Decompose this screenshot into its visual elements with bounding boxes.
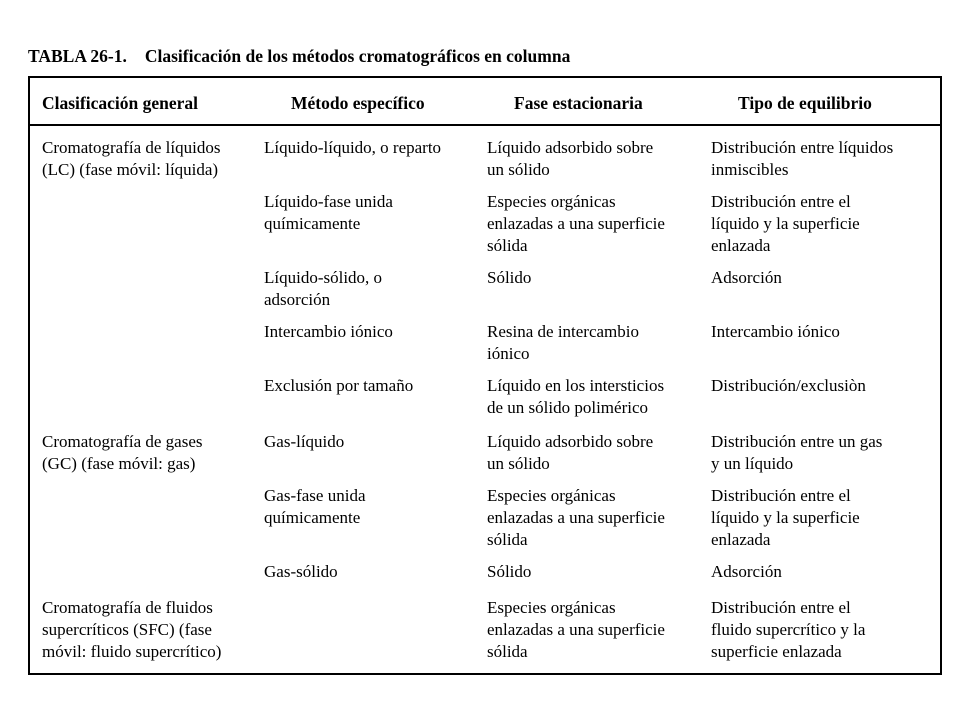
cell-tipo-de-equilibrio (711, 431, 882, 475)
cell-line: Cromatografía de líquidos (42, 138, 221, 157)
cell-tipo-de-equilibrio (711, 375, 866, 397)
cell-line: Especies orgánicas (487, 486, 616, 505)
cell-metodo-especifico (264, 191, 393, 235)
header-tipo-de-equilibrio: Tipo de equilibrio (738, 93, 872, 113)
cell-line: Adsorción (711, 562, 782, 581)
header-divider (30, 124, 940, 126)
cell-line: Gas-sólido (264, 562, 338, 581)
cell-fase-estacionaria (487, 561, 531, 583)
cell-line: móvil: fluido supercrítico) (42, 642, 222, 661)
cell-tipo-de-equilibrio (711, 267, 782, 289)
cell-line: Sólido (487, 268, 532, 287)
cell-line: Líquido-fase unida (264, 192, 393, 211)
cell-line: Líquido-sólido, o (264, 268, 383, 287)
cell-line: sólida (487, 530, 528, 549)
cell-line: Adsorción (711, 268, 782, 287)
cell-clasificacion-general (42, 597, 221, 663)
cell-line: químicamente (264, 508, 361, 527)
cell-metodo-especifico (264, 561, 338, 583)
cell-line: enlazada (711, 530, 771, 549)
cell-metodo-especifico (264, 267, 382, 311)
header-clasificacion-general: Clasificación general (42, 93, 199, 113)
cell-tipo-de-equilibrio (711, 597, 865, 663)
cell-line: adsorción (264, 290, 331, 309)
cell-line: Distribución/exclusiòn (711, 376, 866, 395)
table-title: Clasificación de los métodos cromatográficos en columna (144, 46, 571, 66)
cell-line: enlazadas a una superficie (487, 214, 665, 233)
cell-metodo-especifico (264, 431, 344, 453)
cell-fase-estacionaria (487, 267, 531, 289)
cell-line: iónico (487, 344, 530, 363)
cell-line: Especies orgánicas (487, 598, 616, 617)
cell-line: líquido y la superficie (711, 508, 860, 527)
table-caption (28, 46, 570, 67)
cell-metodo-especifico (264, 375, 413, 397)
cell-tipo-de-equilibrio (711, 321, 840, 343)
cell-fase-estacionaria (487, 191, 665, 257)
cell-clasificacion-general (42, 431, 203, 475)
cell-line: sólida (487, 236, 528, 255)
cell-fase-estacionaria (487, 485, 665, 551)
cell-line: Líquido adsorbido sobre (487, 138, 654, 157)
cell-fase-estacionaria (487, 137, 653, 181)
cell-line: (LC) (fase móvil: líquida) (42, 160, 219, 179)
header-fase-estacionaria: Fase estacionaria (514, 93, 643, 113)
cell-line: químicamente (264, 214, 361, 233)
cell-line: Intercambio iónico (711, 322, 840, 341)
cell-tipo-de-equilibrio (711, 191, 860, 257)
cell-line: Líquido adsorbido sobre (487, 432, 654, 451)
cell-line: Exclusión por tamaño (264, 376, 414, 395)
cell-line: Gas-líquido (264, 432, 345, 451)
cell-line: Líquido en los intersticios (487, 376, 665, 395)
cell-line: un sólido (487, 160, 550, 179)
table-number: TABLA 26-1. (28, 46, 127, 66)
cell-fase-estacionaria (487, 597, 665, 663)
cell-line: Cromatografía de fluidos (42, 598, 213, 617)
cell-line: y un líquido (711, 454, 794, 473)
cell-line: un sólido (487, 454, 550, 473)
cell-tipo-de-equilibrio (711, 137, 893, 181)
cell-line: Distribución entre líquidos (711, 138, 894, 157)
cell-line: Distribución entre el (711, 598, 851, 617)
cell-clasificacion-general (42, 137, 220, 181)
cell-line: (GC) (fase móvil: gas) (42, 454, 196, 473)
cell-line: enlazadas a una superficie (487, 620, 665, 639)
cell-line: enlazada (711, 236, 771, 255)
cell-metodo-especifico (264, 321, 393, 343)
cell-line: inmiscibles (711, 160, 789, 179)
cell-line: superficie enlazada (711, 642, 842, 661)
cell-metodo-especifico (264, 485, 366, 529)
cell-line: Líquido-líquido, o reparto (264, 138, 442, 157)
cell-line: sólida (487, 642, 528, 661)
cell-fase-estacionaria (487, 431, 653, 475)
cell-line: supercríticos (SFC) (fase (42, 620, 212, 639)
cell-line: Sólido (487, 562, 532, 581)
cell-line: Cromatografía de gases (42, 432, 203, 451)
cell-line: Resina de intercambio (487, 322, 640, 341)
cell-fase-estacionaria (487, 321, 639, 365)
cell-line: Distribución entre un gas (711, 432, 883, 451)
header-metodo-especifico: Método específico (291, 93, 425, 113)
cell-line: Gas-fase unida (264, 486, 366, 505)
cell-metodo-especifico (264, 137, 441, 159)
cell-fase-estacionaria (487, 375, 664, 419)
cell-line: de un sólido polimérico (487, 398, 649, 417)
cell-line: Especies orgánicas (487, 192, 616, 211)
cell-line: fluido supercrítico y la (711, 620, 866, 639)
cell-tipo-de-equilibrio (711, 485, 860, 551)
cell-line: líquido y la superficie (711, 214, 860, 233)
cell-tipo-de-equilibrio (711, 561, 782, 583)
cell-line: Distribución entre el (711, 486, 851, 505)
cell-line: Distribución entre el (711, 192, 851, 211)
classification-table (28, 76, 942, 675)
cell-line: enlazadas a una superficie (487, 508, 665, 527)
cell-line: Intercambio iónico (264, 322, 393, 341)
